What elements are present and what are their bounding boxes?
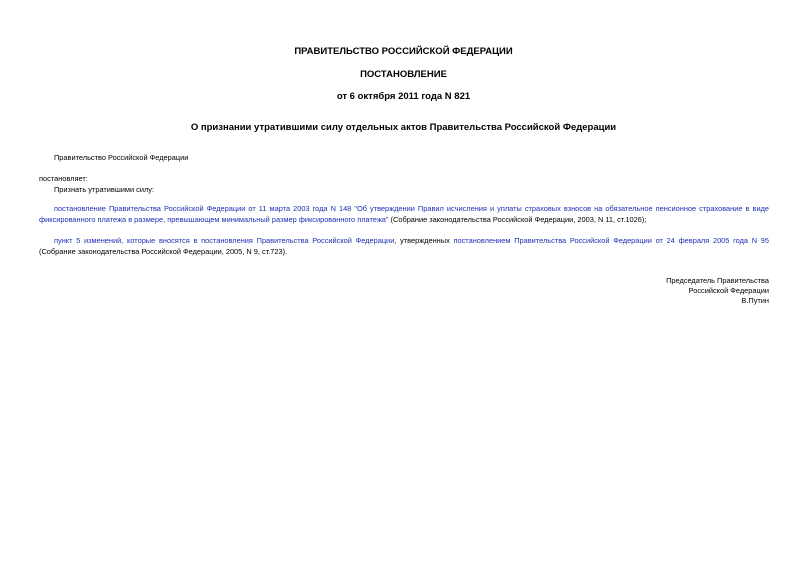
declare-text: Признать утратившими силу: (54, 185, 155, 194)
item-5-changes-link[interactable]: пункт 5 изменений, которые вносятся в постановления Правительства Российской Федерации (54, 236, 395, 245)
item-2-citation: (Собрание законодательства Российской Федерации, 2005, N 9, ст.723). (39, 247, 288, 256)
item-2-connector: , утвержденных (394, 236, 454, 245)
date-number-heading: от 6 октября 2011 года N 821 (336, 91, 471, 102)
resolves-text: постановляет: (39, 174, 88, 183)
signature-title-line-2: Российской Федерации (688, 286, 769, 295)
repealed-item-2 (39, 235, 769, 257)
repealed-item-1 (39, 203, 769, 225)
decree-95-link[interactable]: постановлением Правительства Российской Федерации от 24 февраля 2005 года N 95 (453, 236, 769, 245)
decree-148-link[interactable]: постановление Правительства Российской Федерации от 11 марта 2003 года N 148 "Об утверждении Правил исчисления и уплаты страховых взносов на обязательное пенсионное страхование в виде фиксированного платежа в размере, превышающем минимальный размер фиксированного платежа" (39, 204, 769, 224)
government-heading: ПРАВИТЕЛЬСТВО РОССИЙСКОЙ ФЕДЕРАЦИИ (294, 46, 513, 57)
item-1-citation: (Собрание законодательства Российской Федерации, 2003, N 11, ст.1026); (388, 215, 647, 224)
signature-name: В.Путин (741, 296, 769, 305)
signature-title-line-1: Председатель Правительства (666, 276, 769, 285)
document-type-heading: ПОСТАНОВЛЕНИЕ (360, 69, 447, 80)
intro-text: Правительство Российской Федерации (54, 153, 189, 162)
subject-heading: О признании утратившими силу отдельных актов Правительства Российской Федерации (190, 122, 617, 133)
signature-block (666, 276, 769, 306)
